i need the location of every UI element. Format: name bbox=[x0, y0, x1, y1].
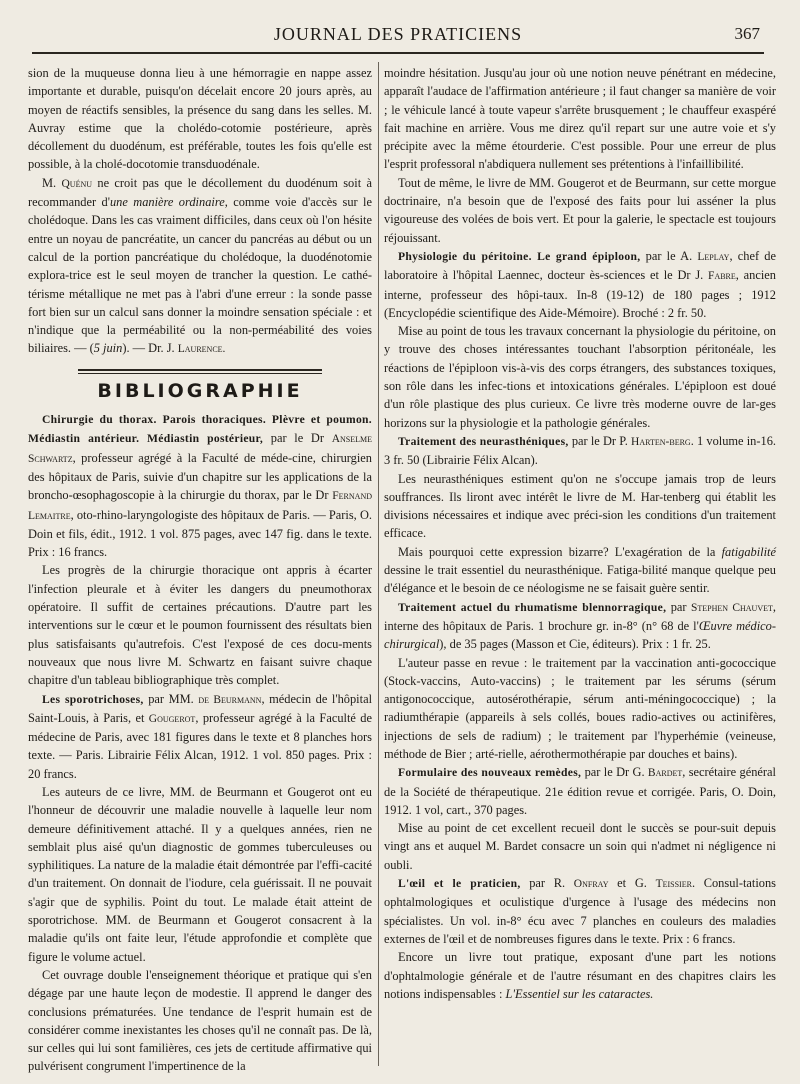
bibliography-entry: Chirurgie du thorax. Parois thoraciques. Plèvre et poumon. Médiastin antérieur. Médiastin postérieur, par le Dr Anselme Schwartz, professeur agrégé à la Faculté de méde-cine, chirurgien des hôpitaux de Paris, suivie d'un chapitre sur les applications de la broncho-œsophagoscopie à la chirurgie du thorax, par le Dr Fernand Lemaitre, oto-rhino-laryngologiste des hôpitaux de Paris. — Paris, O. Doin et fils, édit., 1912. 1 vol. 875 pages, avec 147 fig. dans le texte. Prix : 16 francs. bbox=[28, 413, 372, 560]
review-paragraph: Mise au point de tous les travaux concernant la physiologie du péritoine, on y trouve des choses intéressantes touchant l'absorption péritonéale, les réactions de l'épiploon vis-à-vis des corps étrangers, des substances toxiques, son rôle dans les infec-tions et intoxications générales. L'épiploon est doué d'un rôle plastique des plus curieux. Ce livre très moderne ouvre de lar-ges horizons sur la physiologie et la pathologie générales. bbox=[384, 324, 776, 430]
journal-title: JOURNAL DES PRATICIENS bbox=[273, 24, 523, 44]
right-column bbox=[384, 64, 776, 1064]
column-divider bbox=[378, 62, 379, 1066]
paragraph: sion de la muqueuse donna lieu à une hémorragie en nappe assez importante et durable, puisqu'on décelait encore 20 jours après, au moyen de réactifs sensibles, la présence du sang dans les selles. M. Auvray estime que la cholédo-cotomie postérieure, après décollement du duodénum, est préférable, toutes les fois qu'elle est possible, à la cholé-docotomie transduodénale. bbox=[28, 66, 372, 172]
bibliography-entry: Physiologie du péritoine. Le grand épiploon, par le A. Leplay, chef de laboratoire à l'hôpital Laennec, docteur ès-sciences et le Dr J. Fabre, ancien interne, professeur des hôpi-taux. In-8 (19-12) de 180 pages ; 1912 (Encyclopédie scientifique des Aide-Mémoire). Broché : 2 fr. 50. bbox=[384, 248, 777, 320]
page-number: 367 bbox=[734, 24, 760, 43]
paragraph: Tout de même, le livre de MM. Gougerot et de Beurmann, sur cette morgue doctrinaire, n'a besoin que de l'exposé des faits pour lui asséner la plus vigoureuse des volées de bois vert. Et pour la galerie, le spectacle est toujours réjouissant. bbox=[384, 175, 776, 245]
author-name: Quénu bbox=[61, 177, 93, 190]
signature: Laurence. bbox=[177, 343, 226, 356]
review-paragraph: Les progrès de la chirurgie thoracique ont appris à écarter l'infection pleurale et à éviter les dangers du pneumothorax opératoire. Il suffit de certaines précautions. D'autre part les interventions sur le cœur et le poumon fournissent des résultats bien plus satisfaisants qu'autrefois. C'est l'exposé de ces docu-ments nouveaux que nous livre M. Schwartz en faisant suivre chaque chapitre d'un tableau bibliographique très complet. bbox=[28, 563, 372, 688]
review-paragraph: Cet ouvrage double l'enseignement théorique et pratique qui s'en dégage par une haute leçon de modestie. Il apprend le danger des conclusions prématurées. Une tendance de l'esprit humain est de considérer comme inexistantes les choses qu'il ne connaît pas. De là, sur celles qui lui sont familières, ces jets de certitude affirmative qui pulvérisent congrument l'impertinence de la bbox=[28, 967, 372, 1074]
bibliography-entry: Traitement des neurasthéniques, par le Dr P. Harten-berg. 1 volume in-16. 3 fr. 50 (Librairie Félix Alcan). bbox=[384, 433, 776, 468]
review-paragraph: Mise au point de cet excellent recueil dont le succès se pour-suit depuis vingt ans et auquel M. Bardet consacre un soin qui n'admet ni négligence ni oubli. bbox=[384, 821, 776, 872]
review-paragraph: Encore un livre tout pratique, exposant d'une part les notions d'ophtalmologie générale et de l'autre résumant en des chapitres clairs les notions indispensables : L'Essentiel sur les cataractes. bbox=[384, 950, 776, 1001]
review-paragraph: Les auteurs de ce livre, MM. de Beurmann et Gougerot ont eu l'honneur de découvrir une maladie nouvelle à laquelle leur nom demeure définitivement attaché. Il y a quelques années, rien ne semblait plus aisé qu'un diagnostic de gommes tuberculeuses ou syphilitiques. La nature de la maladie était démontrée par l'effi-cacité d'un traitement. On donnait de l'iodure, cela guérissait. Il ne pouvait s'agir que de syphilis. Point du tout. Le malade était atteint de sporotrichose. MM. de Beurmann et Gougerot consacrent à la maladie qu'ils ont faite leur, l'étude approfondie et complète que figure le volume actuel. bbox=[28, 784, 372, 964]
running-header bbox=[32, 18, 764, 54]
bibliography-entry: Les sporotrichoses, par MM. de Beurmann, médecin de l'hôpital Saint-Louis, à Paris, et Gougerot, professeur agrégé à la Faculté de médecine de Paris, avec 181 figures dans le texte et 8 planches hors texte. — Paris. Librairie Félix Alcan, 1912. 1 vol. 850 pages. Prix : 20 francs. bbox=[28, 691, 373, 781]
paragraph: moindre hésitation. Jusqu'au jour où une notion neuve pénétrant en médecine, apparaît l'audace de l'affirmation antérieure ; il faut changer sa manière de voir ; le véhicule lancé à toute vapeur s'arrête brusquement ; le chauffeur exaspéré fait machine en arrière. Vous me direz qu'il repart sur une autre voie et s'y précipite avec la même étourderie. C'est possible. Pour une erreur de plus l'esprit professoral n'abdiquera nullement ses prétentions à l'infaillibilité. bbox=[384, 66, 776, 172]
section-rule bbox=[78, 369, 322, 374]
section-title: BIBLIOGRAPHIE bbox=[97, 379, 303, 402]
review-paragraph: Les neurasthéniques estiment qu'on ne s'occupe jamais trop de leurs souffrances. Ils liront avec intérêt le livre de M. Har-tenberg qui établit les divisions nécessaires et indique avec préci-sion les conditions d'un traitement efficace. bbox=[384, 471, 776, 541]
left-column bbox=[28, 64, 373, 1074]
review-paragraph: L'auteur passe en revue : le traitement par la vaccination anti-gococcique (Stock-vaccins, Auto-vaccins) ; le traitement par les sérums (sérum antigonococcique, autosérothérapie, sérum anti-méningococcique) ; la radiumthérapie (appareils à sels collés, boues radio-actives ou actinifères, injections de sels de radium) ; le traitement par l'hyperhémie (veineuse, méthode de Bier ; arté-rielle, aérothermothérapie par douches et bains). bbox=[384, 655, 776, 761]
review-paragraph: Mais pourquoi cette expression bizarre? L'exagération de la fatigabilité dessine le trait essentiel du neurasthénique. Fatiga-bilité manque quelque peu d'élégance et le besoin de ce néologisme ne se faisait guère sentir. bbox=[384, 544, 776, 596]
bibliography-entry: Formulaire des nouveaux remèdes, par le Dr G. Bardet, secrétaire général de la Société de thérapeutique. 21e édition revue et corrigée. Paris, O. Doin, 1912. 1 vol, cart., 370 pages. bbox=[384, 765, 777, 817]
bibliography-entry: Traitement actuel du rhumatisme blennorragique, par Stephen Chauvet, interne des hôpitaux de Paris. 1 brochure gr. in-8° (n° 68 de l'Œuvre médico-chirurgical), de 35 pages (Masson et Cie, éditeurs). Prix : 1 fr. 25. bbox=[384, 599, 776, 652]
bibliography-entry: L'œil et le praticien, par R. Onfray et G. Teissier. Consul-tations ophtalmologiques et oculistique d'urgence à l'usage des médecins non spécialistes. Un vol. in-8° écu avec 7 planches en couleurs des maladies externes de l'œil et de nombreuses figures dans le texte. Prix : 6 francs. bbox=[384, 876, 777, 946]
paragraph: M. Quénu ne croit pas que le décollement du duodénum soit à recommander d'une manière ordinaire, comme voie d'accès sur le cholédoque. Dans les cas vraiment difficiles, dans ceux où l'on hésite entre un noyau de pancréatite, un cancer du pancréas au début ou un calcul de la portion pancréatique du cholédoque, la duodénotomie explora-trice est le seul moyen de trancher la question. Le cathé-térisme métallique ne met pas à l'abri d'une erreur : la sonde passe fort bien sur un calcul sans donner la moindre sensation spéciale : et n'indique que la perméabilité ou la non-perméabilité des voies biliaires. — (5 juin). — Dr. J. Laurence. bbox=[28, 175, 372, 356]
